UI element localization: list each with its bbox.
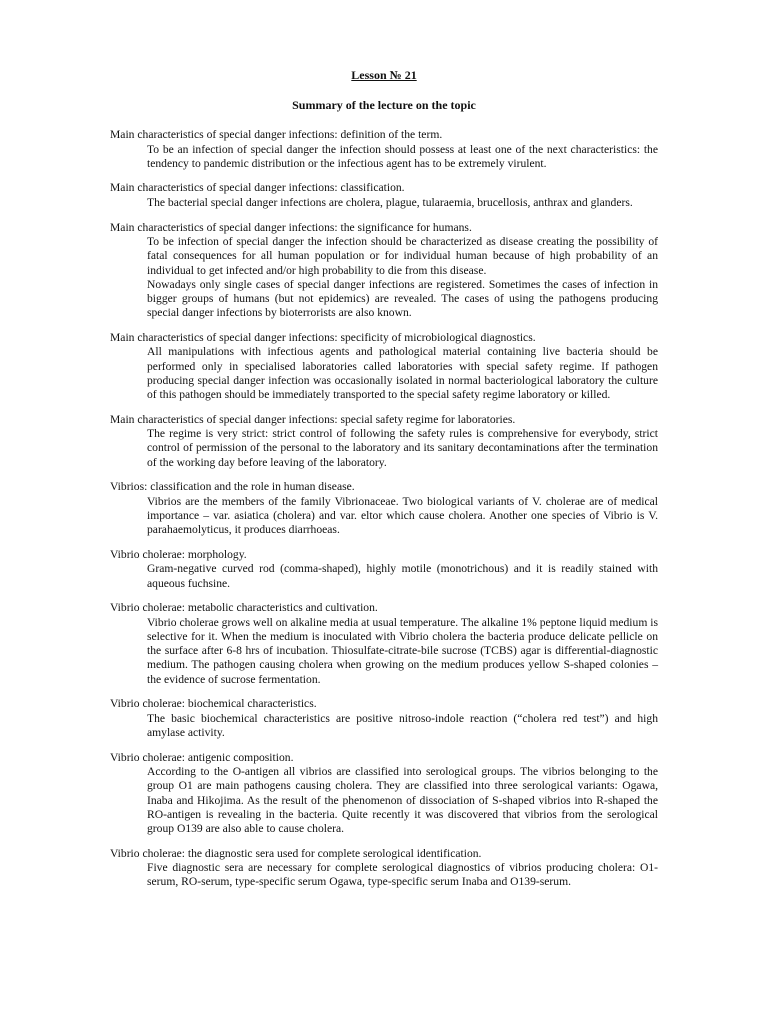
section-paragraph: Gram-negative curved rod (comma-shaped), highly motile (monotrichous) and it is readily stained with aqueous fuchsine.	[147, 562, 658, 590]
section-paragraph: Vibrio cholerae grows well on alkaline media at usual temperature. The alkaline 1% peptone liquid medium is selective for it. When the medium is inoculated with Vibrio cholera the bacteria produce delicate pellicle on the surface after 6-8 hrs of incubation. Thiosulfate-citrate-bile sucrose (TCBS) agar is differential-diagnostic medium. The pathogen causing cholera when growing on the medium produces yellow S-shaped colonies – the evidence of sucrose fermentation.	[147, 615, 658, 686]
section-safety-regime	[110, 413, 658, 470]
section-diagnostics-specificity	[110, 331, 658, 402]
section-heading: Main characteristics of special danger infections: special safety regime for laboratories.	[110, 412, 516, 426]
section-heading: Main characteristics of special danger infections: specificity of microbiological diagnostics.	[110, 330, 536, 344]
section-paragraph: To be infection of special danger the infection should be characterized as disease creating the possibility of fatal consequences for all human population or for individual human because of high probability of an individual to get infected and/or high probability to die from this disease.	[147, 235, 658, 277]
section-heading: Vibrio cholerae: morphology.	[110, 547, 247, 561]
section-diagnostic-sera	[110, 847, 658, 890]
section-paragraph: All manipulations with infectious agents and pathological material containing live bacteria should be performed only in specialised laboratories called laboratories with special safety regime. If pathogen producing special danger infection was occasionally isolated in normal bacteriological laboratory the culture of this pathogen should be immediately transported to the special safety regime laboratory or killed.	[147, 345, 658, 401]
section-heading: Vibrios: classification and the role in human disease.	[110, 480, 355, 494]
section-heading: Vibrio cholerae: biochemical characteristics.	[110, 697, 317, 711]
section-paragraph: Vibrios are the members of the family Vibrionaceae. Two biological variants of V. cholerae are of medical importance – var. asiatica (cholera) and var. eltor which cause cholera. Another one species of Vibrio is V. parahaemolyticus, it produces diarrhoeas.	[147, 494, 658, 537]
section-heading: Main characteristics of special danger infections: the significance for humans.	[110, 220, 472, 234]
section-vibrios-classification	[110, 480, 658, 537]
section-heading: Main characteristics of special danger infections: definition of the term.	[110, 128, 443, 141]
section-definition	[110, 128, 658, 171]
section-heading: Vibrio cholerae: antigenic composition.	[110, 750, 294, 764]
lecture-subtitle: Summary of the lecture on the topic	[292, 98, 476, 112]
section-biochemical	[110, 697, 658, 740]
lesson-title: Lesson № 21	[351, 68, 417, 82]
section-paragraph: The basic biochemical characteristics are positive nitroso-indole reaction (“cholera red test”) and high amylase activity.	[147, 711, 658, 739]
section-heading: Vibrio cholerae: the diagnostic sera used for complete serological identification.	[110, 846, 482, 860]
section-morphology	[110, 548, 658, 591]
section-significance	[110, 221, 658, 321]
section-paragraph: Nowadays only single cases of special danger infections are registered. Sometimes the cases of infection in bigger groups of humans (but not epidemics) are revealed. The cases of using the pathogens producing special danger infections by bioterrorists are also known.	[147, 277, 658, 320]
section-paragraph: The regime is very strict: strict control of following the safety rules is comprehensive for everybody, strict control of permission of the personal to the laboratory and its sanitary decontaminations after the termination of the working day before leaving of the laboratory.	[147, 427, 658, 469]
section-classification	[110, 181, 658, 210]
section-paragraph: To be an infection of special danger the infection should possess at least one of the next characteristics: the tendency to pandemic distribution or the infectious agent has to be extremely virulent.	[147, 142, 658, 170]
section-paragraph: Five diagnostic sera are necessary for complete serological diagnostics of vibrios producing cholera: O1-serum, RO-serum, type-specific serum Ogawa, type-specific serum Inaba and O139-serum.	[147, 861, 658, 889]
section-heading: Vibrio cholerae: metabolic characteristics and cultivation.	[110, 601, 378, 615]
section-paragraph: According to the O-antigen all vibrios are classified into serological groups. The vibrios belonging to the group O1 are main pathogens causing cholera. They are classified into three serological variants: Ogawa, Inaba and Hikojima. As the result of the phenomenon of dissociation of S-shaped vibrios into R-shaped the RO-antigen is revealing in the bacteria. Quite recently it was discovered that vibrios from the serological group O139 are also able to cause cholera.	[147, 765, 658, 835]
section-heading: Main characteristics of special danger infections: classification.	[110, 181, 405, 195]
section-cultivation	[110, 601, 658, 687]
section-paragraph: The bacterial special danger infections are cholera, plague, tularaemia, brucellosis, anthrax and glanders.	[147, 195, 633, 209]
section-antigenic	[110, 751, 658, 837]
